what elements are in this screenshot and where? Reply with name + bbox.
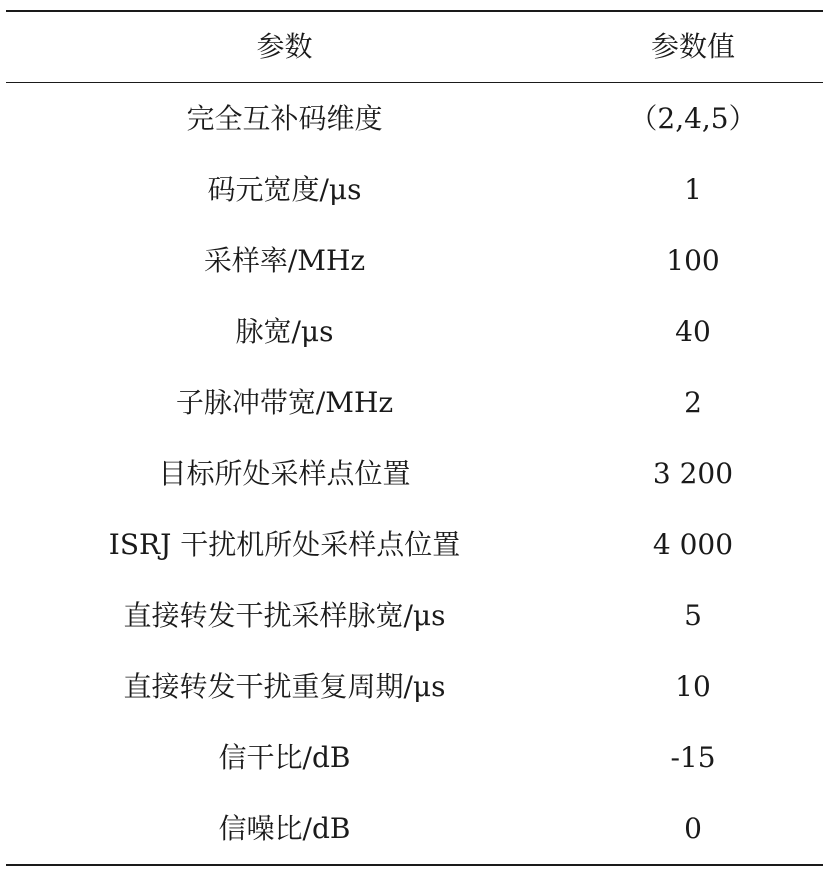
value-cell: 2 (684, 385, 702, 419)
value-cell: （2,4,5） (629, 101, 757, 135)
param-cell: 脉宽/μs (235, 314, 334, 348)
table-row (6, 651, 823, 722)
table-row (6, 509, 823, 580)
value-cell: 3 200 (652, 456, 734, 490)
table-row (6, 296, 823, 367)
param-cell: 子脉冲带宽/MHz (175, 385, 394, 419)
value-cell: 1 (684, 172, 702, 206)
param-cell: 直接转发干扰采样脉宽/μs (123, 598, 446, 632)
table-bottom-rule (6, 864, 823, 866)
parameter-table (6, 10, 823, 866)
header-param: 参数 (256, 30, 313, 63)
table-row (6, 580, 823, 651)
table-row (6, 225, 823, 296)
table-row (6, 154, 823, 225)
table-row (6, 438, 823, 509)
param-cell: 信噪比/dB (218, 811, 351, 845)
value-cell: 0 (684, 811, 702, 845)
param-cell: ISRJ 干扰机所处采样点位置 (108, 527, 461, 561)
value-cell: 4 000 (652, 527, 734, 561)
param-cell: 码元宽度/μs (207, 172, 362, 206)
param-cell: 完全互补码维度 (186, 101, 383, 135)
param-cell: 直接转发干扰重复周期/μs (123, 669, 446, 703)
header-value: 参数值 (650, 30, 735, 63)
param-cell: 信干比/dB (218, 740, 351, 774)
value-cell: 100 (666, 243, 720, 277)
value-cell: 5 (684, 598, 702, 632)
value-cell: 40 (675, 314, 711, 348)
param-cell: 目标所处采样点位置 (158, 456, 411, 490)
table-body (6, 83, 823, 864)
value-cell: 10 (675, 669, 711, 703)
table-row (6, 722, 823, 793)
value-cell: -15 (670, 740, 716, 774)
table-row (6, 83, 823, 154)
param-cell: 采样率/MHz (203, 243, 366, 277)
table-row (6, 793, 823, 864)
table-header-row (6, 12, 823, 82)
table-row (6, 367, 823, 438)
